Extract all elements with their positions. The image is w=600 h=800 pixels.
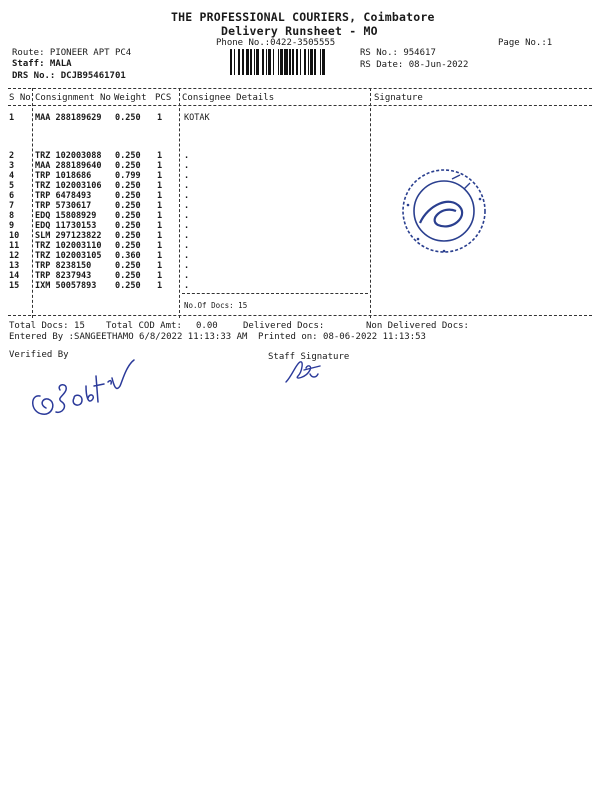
table-row bbox=[0, 261, 600, 271]
verified-by: Verified By bbox=[9, 350, 69, 360]
drs-number: DRS No.: DCJB95461701 bbox=[12, 71, 126, 81]
row-sno: 9 bbox=[9, 221, 15, 231]
row-sno: 12 bbox=[9, 251, 20, 261]
row-pcs: 1 bbox=[157, 251, 163, 261]
row-pcs: 1 bbox=[157, 191, 163, 201]
table-row bbox=[0, 211, 600, 221]
row-pcs: 1 bbox=[157, 171, 163, 181]
row-weight: 0.799 bbox=[115, 171, 141, 181]
table-row bbox=[0, 231, 600, 241]
staff-signature-label: Staff Signature bbox=[268, 352, 350, 362]
barcode-bar bbox=[242, 49, 244, 75]
table-row bbox=[0, 271, 600, 281]
barcode-bar bbox=[254, 49, 255, 75]
table-top-rule bbox=[8, 88, 592, 89]
table-row bbox=[0, 151, 600, 161]
table-header-rule bbox=[8, 105, 592, 106]
row-consignment: EDQ 15808929 bbox=[35, 211, 97, 221]
row-sno: 11 bbox=[9, 241, 20, 251]
row-details: . bbox=[184, 261, 190, 271]
route: Route: PIONEER APT PC4 bbox=[12, 48, 132, 58]
row-details: . bbox=[184, 201, 190, 211]
row-details: . bbox=[184, 221, 190, 231]
row-sno: 7 bbox=[9, 201, 15, 211]
row-weight: 0.250 bbox=[115, 161, 141, 171]
barcode-bar bbox=[292, 49, 293, 75]
row-details: . bbox=[184, 151, 190, 161]
barcode-bar bbox=[268, 49, 270, 75]
row-details: . bbox=[184, 241, 190, 251]
barcode-bar bbox=[262, 49, 263, 75]
row-details: . bbox=[184, 181, 190, 191]
barcode-bar bbox=[300, 49, 301, 75]
table-row bbox=[0, 201, 600, 211]
row-sno: 10 bbox=[9, 231, 20, 241]
barcode-bar bbox=[256, 49, 258, 75]
row-consignment: TRP 8238150 bbox=[35, 261, 92, 271]
row-pcs: 1 bbox=[157, 211, 163, 221]
row-sno: 13 bbox=[9, 261, 20, 271]
row-weight: 0.250 bbox=[115, 151, 141, 161]
row-consignment: TRP 1018686 bbox=[35, 171, 92, 181]
delivered-docs: Delivered Docs: bbox=[243, 321, 325, 331]
row-consignment: MAA 288189629 bbox=[35, 113, 102, 123]
row-consignment: IXM 50057893 bbox=[35, 281, 97, 291]
barcode-bar bbox=[250, 49, 251, 75]
row-sno: 5 bbox=[9, 181, 15, 191]
row-pcs: 1 bbox=[157, 241, 163, 251]
no-of-docs: No.Of Docs: 15 bbox=[184, 301, 248, 310]
barcode-bar bbox=[234, 49, 235, 75]
header-weight: Weight bbox=[114, 93, 147, 103]
row-details: KOTAK bbox=[184, 113, 210, 123]
table-row bbox=[0, 241, 600, 251]
staff-signature bbox=[282, 358, 324, 386]
non-delivered-docs: Non Delivered Docs: bbox=[366, 321, 469, 331]
header-sno: S No bbox=[9, 93, 31, 103]
table-row bbox=[0, 221, 600, 231]
table-bottom-rule bbox=[8, 315, 592, 316]
barcode-bar bbox=[320, 49, 321, 75]
rs-date: RS Date: 08-Jun-2022 bbox=[360, 60, 469, 70]
row-details: . bbox=[184, 281, 190, 291]
row-details: . bbox=[184, 271, 190, 281]
total-cod-label: Total COD Amt: bbox=[106, 321, 182, 331]
row-weight: 0.250 bbox=[115, 201, 141, 211]
row-consignment: TRZ 102003106 bbox=[35, 181, 102, 191]
row-details: . bbox=[184, 161, 190, 171]
row-sno: 15 bbox=[9, 281, 20, 291]
row-pcs: 1 bbox=[157, 271, 163, 281]
barcode-bar bbox=[278, 49, 279, 75]
row-consignment: TRZ 102003088 bbox=[35, 151, 102, 161]
row-sno: 1 bbox=[9, 113, 15, 123]
row-pcs: 1 bbox=[157, 181, 163, 191]
barcode-bar bbox=[304, 49, 305, 75]
row-sno: 3 bbox=[9, 161, 15, 171]
row-pcs: 1 bbox=[157, 161, 163, 171]
row-pcs: 1 bbox=[157, 281, 163, 291]
barcode-bar bbox=[296, 49, 298, 75]
barcode-bar bbox=[280, 49, 282, 75]
total-cod-value: 0.00 bbox=[196, 321, 218, 331]
row-details: . bbox=[184, 251, 190, 261]
barcode-image bbox=[230, 49, 358, 75]
header-signature: Signature bbox=[374, 93, 423, 103]
header-consignee: Consignee Details bbox=[182, 93, 275, 103]
row-sno: 14 bbox=[9, 271, 20, 281]
row-pcs: 1 bbox=[157, 151, 163, 161]
barcode-bar bbox=[284, 49, 288, 75]
verifier-signature bbox=[26, 356, 138, 426]
row-weight: 0.250 bbox=[115, 181, 141, 191]
printed-on: Printed on: 08-06-2022 11:13:53 bbox=[258, 332, 426, 342]
rs-number: RS No.: 954617 bbox=[360, 48, 436, 58]
barcode-bar bbox=[246, 49, 250, 75]
table-row bbox=[0, 181, 600, 191]
stamp-image bbox=[398, 165, 490, 257]
row-weight: 0.250 bbox=[115, 261, 141, 271]
row-weight: 0.250 bbox=[115, 281, 141, 291]
company-title: THE PROFESSIONAL COURIERS, Coimbatore bbox=[171, 10, 435, 24]
row-sno: 2 bbox=[9, 151, 15, 161]
row-consignment: TRP 8237943 bbox=[35, 271, 92, 281]
row-pcs: 1 bbox=[157, 113, 163, 123]
row-consignment: EDQ 11730153 bbox=[35, 221, 97, 231]
row-weight: 0.250 bbox=[115, 211, 141, 221]
row-weight: 0.250 bbox=[115, 191, 141, 201]
row-sno: 4 bbox=[9, 171, 15, 181]
row-consignment: TRZ 102003110 bbox=[35, 241, 102, 251]
row-sno: 6 bbox=[9, 191, 15, 201]
barcode-bar bbox=[266, 49, 267, 75]
row-details: . bbox=[184, 171, 190, 181]
table-row bbox=[0, 281, 600, 291]
table-row bbox=[0, 171, 600, 181]
table-row bbox=[0, 191, 600, 201]
row-sno: 8 bbox=[9, 211, 15, 221]
page-number: Page No.:1 bbox=[498, 38, 553, 48]
table-row bbox=[0, 113, 600, 123]
entered-by: Entered By :SANGEETHAMO 6/8/2022 11:13:33 AM bbox=[9, 332, 248, 342]
row-pcs: 1 bbox=[157, 231, 163, 241]
row-pcs: 1 bbox=[157, 261, 163, 271]
row-consignment: MAA 288189640 bbox=[35, 161, 102, 171]
row-weight: 0.250 bbox=[115, 231, 141, 241]
row-weight: 0.250 bbox=[115, 113, 141, 123]
header-consignment: Consignment No bbox=[35, 93, 111, 103]
docs-count-rule bbox=[182, 293, 368, 294]
row-weight: 0.250 bbox=[115, 241, 141, 251]
barcode-bar bbox=[308, 49, 309, 75]
row-consignment: SLM 297123822 bbox=[35, 231, 102, 241]
barcode-bar bbox=[273, 49, 274, 75]
row-pcs: 1 bbox=[157, 201, 163, 211]
row-details: . bbox=[184, 191, 190, 201]
table-header-row bbox=[0, 93, 600, 103]
row-weight: 0.250 bbox=[115, 271, 141, 281]
barcode-bar bbox=[310, 49, 312, 75]
barcode-bar bbox=[238, 49, 239, 75]
row-details: . bbox=[184, 211, 190, 221]
phone-number: Phone No.:0422-3505555 bbox=[216, 38, 336, 48]
row-weight: 0.250 bbox=[115, 221, 141, 231]
header-pcs: PCS bbox=[155, 93, 172, 103]
row-details: . bbox=[184, 231, 190, 241]
table-row bbox=[0, 251, 600, 261]
barcode-bar bbox=[289, 49, 291, 75]
staff-name: Staff: MALA bbox=[12, 59, 72, 69]
row-consignment: TRP 5730617 bbox=[35, 201, 92, 211]
row-consignment: TRZ 102003105 bbox=[35, 251, 102, 261]
table-row bbox=[0, 161, 600, 171]
row-consignment: TRP 6478493 bbox=[35, 191, 92, 201]
barcode-bar bbox=[322, 49, 324, 75]
total-docs: Total Docs: 15 bbox=[9, 321, 85, 331]
barcode-bar bbox=[314, 49, 316, 75]
row-weight: 0.360 bbox=[115, 251, 141, 261]
barcode-bar bbox=[230, 49, 232, 75]
runsheet-subtitle: Delivery Runsheet - MO bbox=[221, 24, 378, 38]
row-pcs: 1 bbox=[157, 221, 163, 231]
